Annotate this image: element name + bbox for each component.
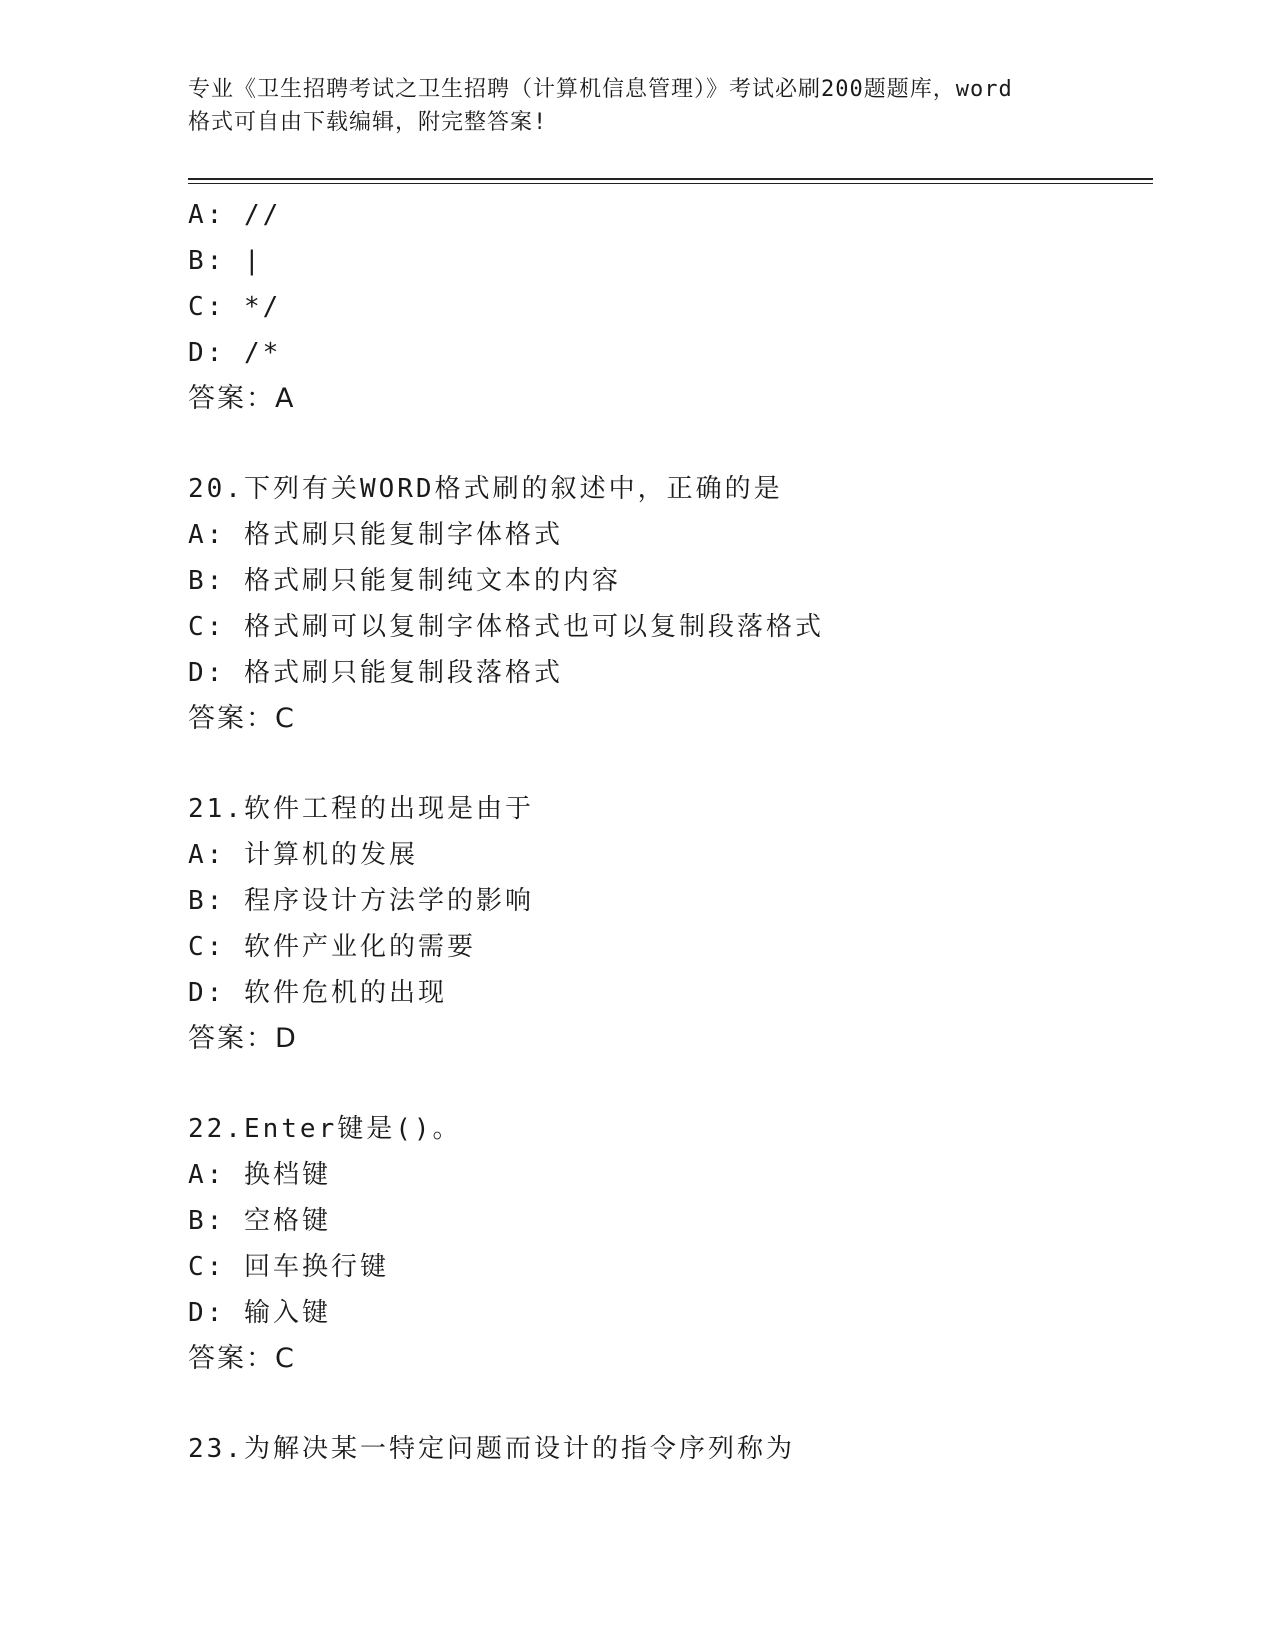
question-block-20 [188, 466, 1148, 742]
document-header [188, 73, 1088, 139]
question-block-19 [188, 192, 1148, 422]
option-a: A: // [188, 200, 282, 230]
option-b: B: 空格键 [188, 1206, 331, 1236]
answer-line: 答案：D [188, 1023, 298, 1054]
answer-line: 答案：A [188, 383, 296, 414]
option-c: C: 软件产业化的需要 [188, 932, 476, 962]
option-d: D: 格式刷只能复制段落格式 [188, 658, 563, 688]
question-block-22 [188, 1106, 1148, 1382]
question-stem: 20.下列有关WORD格式刷的叙述中，正确的是 [188, 474, 783, 504]
question-block-23 [188, 1426, 1148, 1472]
question-stem: 23.为解决某一特定问题而设计的指令序列称为 [188, 1434, 795, 1464]
option-d: D: /* [188, 338, 282, 368]
answer-line: 答案：C [188, 703, 296, 734]
option-c: C: 回车换行键 [188, 1252, 389, 1282]
question-list [188, 192, 1148, 1472]
option-a: A: 计算机的发展 [188, 840, 418, 870]
option-a: A: 格式刷只能复制字体格式 [188, 520, 563, 550]
option-a: A: 换档键 [188, 1160, 331, 1190]
option-b: B: | [188, 246, 263, 276]
option-b: B: 程序设计方法学的影响 [188, 886, 534, 916]
option-c: C: */ [188, 292, 282, 322]
header-line-1: 专业《卫生招聘考试之卫生招聘（计算机信息管理）》考试必刷200题题库，word [188, 77, 1013, 102]
question-block-21 [188, 786, 1148, 1062]
header-rule-thick [188, 178, 1153, 180]
answer-line: 答案：C [188, 1343, 296, 1374]
question-stem: 21.软件工程的出现是由于 [188, 794, 534, 824]
question-stem: 22.Enter键是()。 [188, 1114, 462, 1144]
option-c: C: 格式刷可以复制字体格式也可以复制段落格式 [188, 612, 824, 642]
option-b: B: 格式刷只能复制纯文本的内容 [188, 566, 621, 596]
header-line-2: 格式可自由下载编辑，附完整答案! [188, 110, 548, 135]
option-d: D: 输入键 [188, 1298, 331, 1328]
header-rule-thin [188, 183, 1153, 184]
option-d: D: 软件危机的出现 [188, 978, 447, 1008]
